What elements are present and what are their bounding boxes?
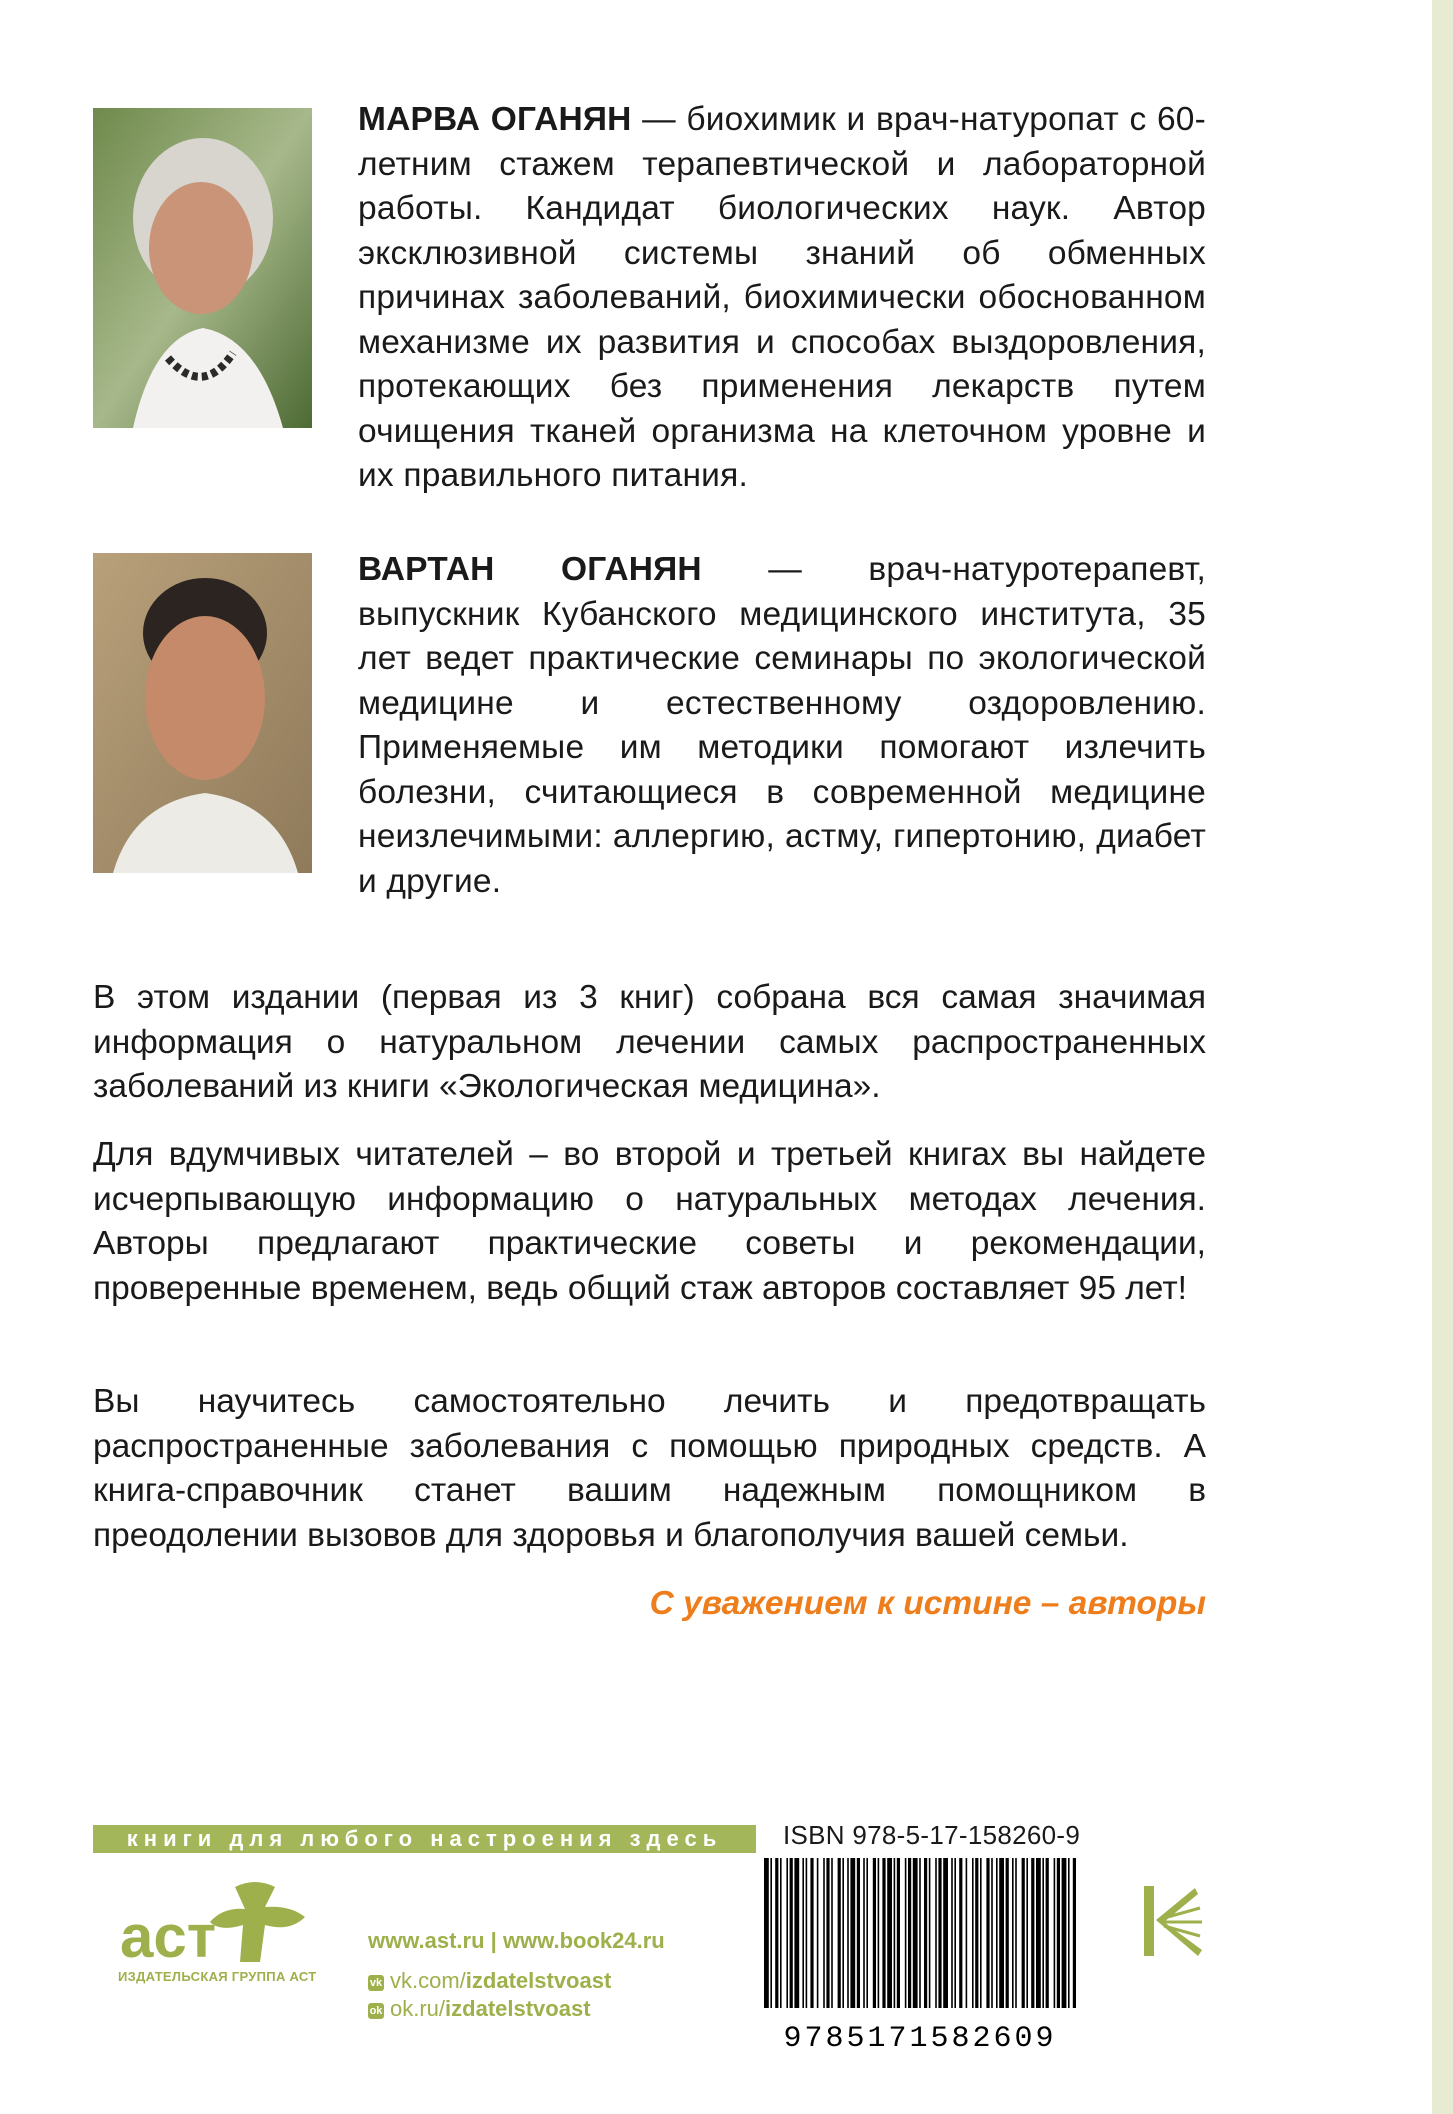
barcode-bar bbox=[894, 1858, 896, 2008]
barcode-bar bbox=[775, 1858, 778, 2008]
spine-strip bbox=[1432, 0, 1453, 2114]
barcode-bar bbox=[929, 1858, 931, 2008]
barcode-bar bbox=[847, 1858, 849, 2008]
barcode-bar bbox=[838, 1858, 841, 2008]
barcode-bar bbox=[1062, 1858, 1067, 2008]
barcode-bar bbox=[951, 1858, 953, 2008]
barcode-bar bbox=[873, 1858, 876, 2008]
barcode-bar bbox=[764, 1858, 769, 2008]
barcode-bar bbox=[913, 1858, 918, 2008]
barcode-bar bbox=[1046, 1858, 1049, 2008]
author-photo-vartan bbox=[93, 553, 312, 873]
author-bio-vartan bbox=[358, 548, 1206, 904]
vk-handle: izdatelstvoast bbox=[465, 1968, 612, 1993]
site-links bbox=[368, 1928, 665, 1954]
barcode-bar bbox=[986, 1858, 989, 2008]
ok-handle: izdatelstvoast bbox=[445, 1996, 591, 2021]
author-bio-text: — биохимик и врач-натуропат с 60-летним стажем терапевтической и лабораторной работы. Кандидат биологических наук. Автор эксклюзивной системы знаний об обменных причинах заболеваний, биохимически обоснованном механизме их развития и способах выздоровления, протекающих без применения лекарств путем очищения тканей организма на клеточном уровне и их правильного питания. bbox=[358, 101, 1206, 494]
author-name: ВАРТАН ОГАНЯН bbox=[358, 551, 702, 588]
barcode-bar bbox=[887, 1858, 892, 2008]
barcode-bar bbox=[863, 1858, 865, 2008]
vk-link[interactable] bbox=[368, 1968, 611, 1994]
signoff-line: С уважением к истине – авторы bbox=[649, 1585, 1206, 1622]
author-name: МАРВА ОГАНЯН bbox=[358, 101, 632, 138]
k-logo-icon bbox=[1140, 1878, 1210, 1963]
barcode-bar bbox=[794, 1858, 799, 2008]
isbn-label: ISBN 978-5-17-158260-9 bbox=[783, 1820, 1081, 1850]
barcode-bar bbox=[1036, 1858, 1041, 2008]
barcode-bar bbox=[999, 1858, 1004, 2008]
barcode-bar bbox=[1031, 1858, 1034, 2008]
barcode-bar bbox=[857, 1858, 860, 2008]
link-separator: | bbox=[484, 1928, 503, 1953]
barcode-bar bbox=[1022, 1858, 1025, 2008]
barcode-bar bbox=[1057, 1858, 1060, 2008]
ok-icon: ok bbox=[369, 2005, 383, 2017]
barcode-bar bbox=[842, 1858, 844, 2008]
barcode-bar bbox=[1026, 1858, 1028, 2008]
barcode-bar bbox=[1042, 1858, 1044, 2008]
barcode-bar bbox=[1068, 1858, 1070, 2008]
barcode-bar bbox=[924, 1858, 927, 2008]
ok-link[interactable] bbox=[368, 1996, 591, 2022]
intro-paragraph: В этом издании (первая из 3 книг) собрана вся самая значимая информация о натуральном лечении самых распространенных заболеваний из книги «Экологическая медицина». bbox=[93, 979, 1206, 1105]
publisher-tagline: книги для любого настроения здесь bbox=[93, 1825, 756, 1853]
benefit-paragraph: Вы научитесь самостоятельно лечить и предотвращать распространенные заболевания с помощью природных средств. А книга-справочник станет вашим надежным помощником в преодолении вызовов для здоровья и благополучия вашей семьи. bbox=[93, 1383, 1206, 1554]
barcode-bar bbox=[878, 1858, 880, 2008]
barcode-bar bbox=[1006, 1858, 1009, 2008]
vk-prefix: vk.com/ bbox=[390, 1968, 466, 1993]
barcode-bar bbox=[897, 1858, 900, 2008]
vk-icon: vk bbox=[369, 1977, 383, 1989]
barcode-bar bbox=[1015, 1858, 1017, 2008]
barcode-bar bbox=[905, 1858, 907, 2008]
barcode-bar bbox=[980, 1858, 982, 2008]
author-bio-text: — врач-натуротерапевт, выпускник Кубанского медицинского института, 35 лет ведет практические семинары по экологической медицине и естественному оздоровлению. Применяемые им методики помогают излечить болезни, считающиеся в современной медицине неизлечимыми: аллергию, астму, гипертонию, диабет и другие. bbox=[358, 551, 1206, 900]
ast-logo-text: аст bbox=[120, 1903, 217, 1967]
barcode-bar bbox=[882, 1858, 885, 2008]
ast-logo-icon bbox=[115, 1877, 335, 1967]
barcode-bar bbox=[817, 1858, 819, 2008]
barcode-bar bbox=[991, 1858, 993, 2008]
barcode-bar bbox=[802, 1858, 804, 2008]
barcode-bar bbox=[938, 1858, 941, 2008]
barcode-bar bbox=[1012, 1858, 1014, 2008]
barcode-digits: 9785171582609 bbox=[783, 2022, 1057, 2053]
barcode-bar bbox=[966, 1858, 968, 2008]
ok-prefix: ok.ru/ bbox=[390, 1996, 446, 2021]
author-photo-marva bbox=[93, 108, 312, 428]
barcode-bars bbox=[764, 1858, 1076, 2008]
publisher-caption: ИЗДАТЕЛЬСКАЯ ГРУППА АСТ bbox=[118, 1969, 317, 1984]
barcode-bar bbox=[790, 1858, 793, 2008]
author-bio-marva bbox=[358, 98, 1206, 499]
barcode-bar bbox=[826, 1858, 829, 2008]
barcode-bar bbox=[972, 1858, 974, 2008]
barcode-bar bbox=[935, 1858, 937, 2008]
barcode-bar bbox=[850, 1858, 855, 2008]
barcode-bar bbox=[959, 1858, 962, 2008]
barcode-bar bbox=[943, 1858, 948, 2008]
readers-paragraph: Для вдумчивых читателей – во второй и третьей книгах вы найдете исчерпывающую информацию о натуральных методах лечения. Авторы предлагают практические советы и рекомендации, проверенные временем, ведь общий стаж авторов составляет 95 лет! bbox=[93, 1136, 1206, 1307]
barcode-bar bbox=[954, 1858, 956, 2008]
barcode-bar bbox=[996, 1858, 998, 2008]
site-link-ast[interactable]: www.ast.ru bbox=[368, 1928, 485, 1953]
barcode-bar bbox=[823, 1858, 825, 2008]
barcode-bar bbox=[780, 1858, 782, 2008]
barcode-bar bbox=[908, 1858, 911, 2008]
barcode-bar bbox=[806, 1858, 808, 2008]
barcode-bar bbox=[770, 1858, 772, 2008]
barcode-bar bbox=[975, 1858, 978, 2008]
barcode-bar bbox=[866, 1858, 868, 2008]
barcode-bar bbox=[786, 1858, 788, 2008]
barcode-bar bbox=[1073, 1858, 1076, 2008]
barcode-bar bbox=[1054, 1858, 1056, 2008]
barcode-bar bbox=[919, 1858, 921, 2008]
barcode bbox=[760, 1858, 1080, 2053]
site-link-book24[interactable]: www.book24.ru bbox=[502, 1928, 665, 1953]
barcode-bar bbox=[810, 1858, 813, 2008]
barcode-bar bbox=[831, 1858, 833, 2008]
